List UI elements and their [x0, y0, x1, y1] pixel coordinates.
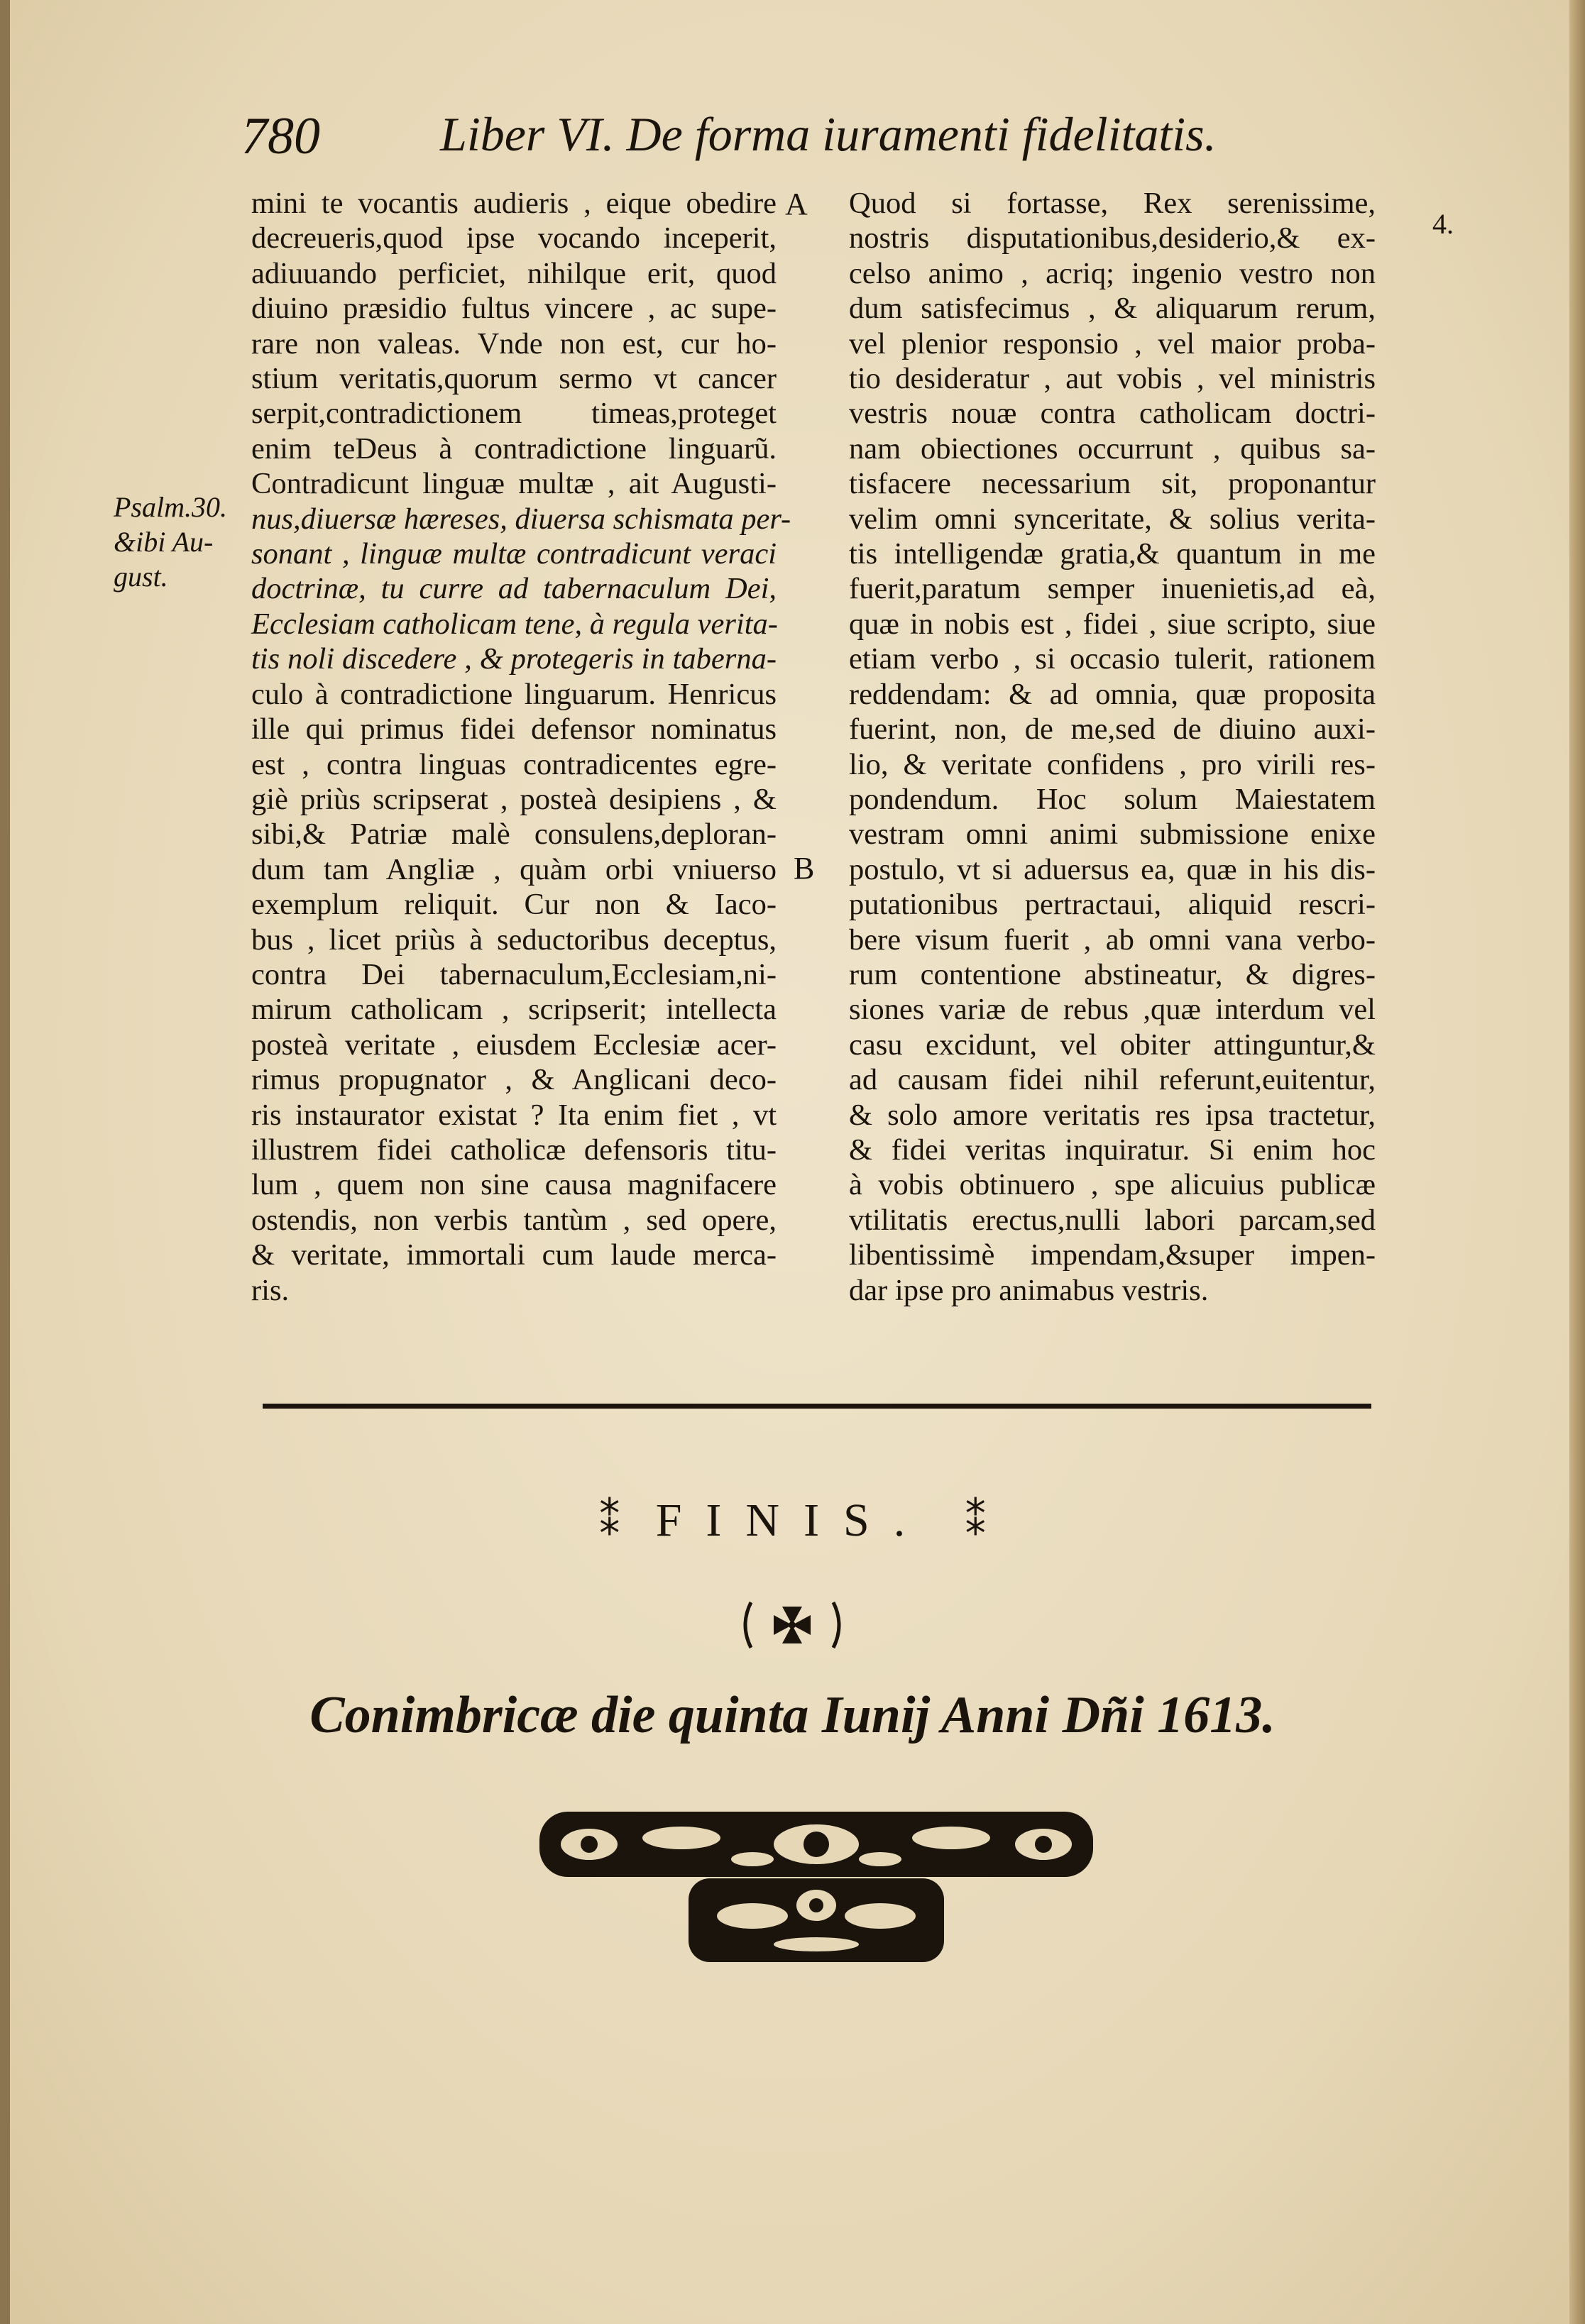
text-line: vestris nouæ contra catholicam doctri-	[849, 397, 1376, 431]
text-line: ille qui primus fidei defensor nominatus	[251, 712, 777, 747]
text-line: serpit,contradictionem timeas,proteget	[251, 397, 777, 431]
text-line: bus , licet priùs à seductoribus deceptus,	[251, 923, 777, 957]
text-line: siones variæ de rebus ,quæ interdum vel	[849, 993, 1376, 1027]
page-edge	[1569, 0, 1585, 2324]
text-line: tis noli discedere , & protegeris in taberna-	[251, 642, 777, 676]
text-line: vel plenior responsio , vel maior proba-	[849, 326, 1376, 360]
tailpiece-ornament-icon	[539, 1799, 1093, 1966]
text-line: quæ in nobis est , fidei , siue scripto, siue	[849, 607, 1376, 641]
text-line: ris instaurator existat ? Ita enim fiet , vt	[251, 1098, 777, 1132]
margin-note-number: 4.	[1432, 208, 1454, 240]
page-gutter-shadow	[0, 0, 10, 2324]
text-line: nus,diuersæ hæreses, diuersa schismata per-	[251, 502, 791, 536]
text-line: tio desideratur , aut vobis , vel ministris	[849, 362, 1376, 396]
text-line: tis intelligendæ gratia,& quantum in me	[849, 537, 1376, 571]
text-line: à vobis obtinuero , spe alicuius publicæ	[849, 1168, 1376, 1202]
text-line: tisfacere necessarium sit, proponantur	[849, 467, 1376, 501]
asterism-icon: ⁑	[599, 1499, 620, 1545]
left-column	[251, 186, 791, 1308]
colophon: Conimbricæ die quinta Iunij Anni Dñi 1613.	[309, 1686, 1276, 1744]
text-line: diuino præsidio fultus vincere , ac supe-	[251, 292, 777, 326]
page-number: 780	[241, 107, 320, 165]
text-line: & solo amore veritatis res ipsa tractetur,	[849, 1098, 1376, 1132]
finis-line	[0, 1494, 1585, 1548]
text-line: illustrem fidei catholicæ defensoris titu-	[251, 1133, 777, 1167]
text-line: rum contentione abstineatur, & digres-	[849, 957, 1376, 991]
text-line: pondendum. Hoc solum Maiestatem	[849, 782, 1376, 816]
margin-note-line: Psalm.30.	[114, 491, 227, 523]
text-line: culo à contradictione linguarum. Henricus	[251, 677, 777, 711]
text-line: nam obiectiones occurrunt , quibus sa-	[849, 431, 1376, 466]
text-line: decreueris,quod ipse vocando inceperit,	[251, 221, 777, 255]
section-letter-b: B	[794, 851, 815, 886]
text-line: fuerit,paratum semper inuenietis,ad eà,	[849, 572, 1376, 606]
text-line: ad causam fidei nihil referunt,euitentur,	[849, 1063, 1376, 1097]
text-line: rare non valeas. Vnde non est, cur ho-	[251, 326, 777, 360]
text-line: est , contra linguas contradicentes egre-	[251, 747, 777, 781]
text-line: ris.	[251, 1273, 290, 1307]
text-line: rimus propugnator , & Anglicani deco-	[251, 1063, 777, 1097]
text-line: exemplum reliquit. Cur non & Iaco-	[251, 888, 777, 922]
text-line: dar ipse pro animabus vestris.	[849, 1273, 1209, 1307]
text-line: contra Dei tabernaculum,Ecclesiam,ni-	[251, 957, 777, 991]
text-line: dum tam Angliæ , quàm orbi vniuerso	[251, 852, 777, 886]
text-line: nostris disputationibus,desiderio,& ex-	[849, 221, 1376, 255]
text-line: doctrinæ, tu curre ad tabernaculum Dei,	[251, 572, 777, 606]
text-line: bere visum fuerit , ab omni vana verbo-	[849, 923, 1376, 957]
text-line: postulo, vt si aduersus ea, quæ in his dis-	[849, 852, 1376, 886]
asterism-icon: ⁑	[965, 1499, 986, 1545]
text-line: mini te vocantis audieris , eique obedire	[251, 187, 777, 220]
text-line: stium veritatis,quorum sermo vt cancer	[251, 362, 777, 396]
text-line: casu excidunt, vel obiter attinguntur,&	[849, 1028, 1376, 1062]
margin-note-line: gust.	[114, 561, 168, 593]
margin-note-line: &ibi Au-	[114, 526, 214, 558]
text-line: etiam verbo , si occasio tulerit, rationem	[849, 642, 1376, 676]
text-line: ostendis, non verbis tantùm , sed opere,	[251, 1203, 777, 1237]
text-line: Ecclesiam catholicam tene, à regula verita-	[251, 607, 778, 641]
text-line: sibi,& Patriæ malè consulens,deploran-	[251, 817, 777, 852]
text-line: libentissimè impendam,&super impen-	[849, 1238, 1376, 1272]
text-line: Contradicunt linguæ multæ , ait Augusti-	[251, 467, 777, 501]
text-line: enim teDeus à contradictione linguarũ.	[251, 431, 777, 466]
text-line: vestram omni animi submissione enixe	[849, 817, 1376, 852]
running-title: Liber VI. De forma iuramenti fidelitatis.	[440, 107, 1217, 161]
cross-ornament-icon	[735, 1597, 849, 1653]
text-line: posteà veritate , eiusdem Ecclesiæ acer-	[251, 1028, 777, 1062]
text-line: fuerint, non, de me,sed de diuino auxi-	[849, 712, 1376, 747]
text-line: reddendam: & ad omnia, quæ proposita	[849, 677, 1376, 711]
page-header	[241, 106, 1256, 170]
text-line: mirum catholicam , scripserit; intellecta	[251, 993, 777, 1027]
text-line: Quod si fortasse, Rex serenissime,	[849, 187, 1376, 220]
text-line: celso animo , acriq; ingenio vestro non	[849, 256, 1376, 290]
section-letter-a: A	[785, 187, 808, 221]
text-line: lio, & veritate confidens , pro virili res-	[849, 747, 1376, 781]
text-line: putationibus pertractaui, aliquid rescri-	[849, 888, 1376, 922]
text-line: adiuuando perficiet, nihilque erit, quod	[251, 256, 777, 290]
finis-text: FINIS.	[655, 1494, 930, 1546]
text-line: dum satisfecimus , & aliquarum rerum,	[849, 292, 1376, 326]
right-column	[849, 186, 1376, 1308]
text-line: velim omni synceritate, & solius verita-	[849, 502, 1376, 536]
horizontal-rule	[263, 1404, 1371, 1409]
text-line: giè priùs scripserat , posteà desipiens , &	[251, 782, 777, 816]
text-line: & fidei veritas inquiratur. Si enim hoc	[849, 1133, 1376, 1167]
margin-note-psalm	[114, 490, 227, 594]
text-line: sonant , linguæ multæ contradicunt veraci	[251, 537, 777, 571]
text-line: vtilitatis erectus,nulli labori parcam,sed	[849, 1203, 1376, 1237]
text-line: lum , quem non sine causa magnifacere	[251, 1168, 777, 1202]
text-line: & veritate, immortali cum laude merca-	[251, 1238, 777, 1272]
